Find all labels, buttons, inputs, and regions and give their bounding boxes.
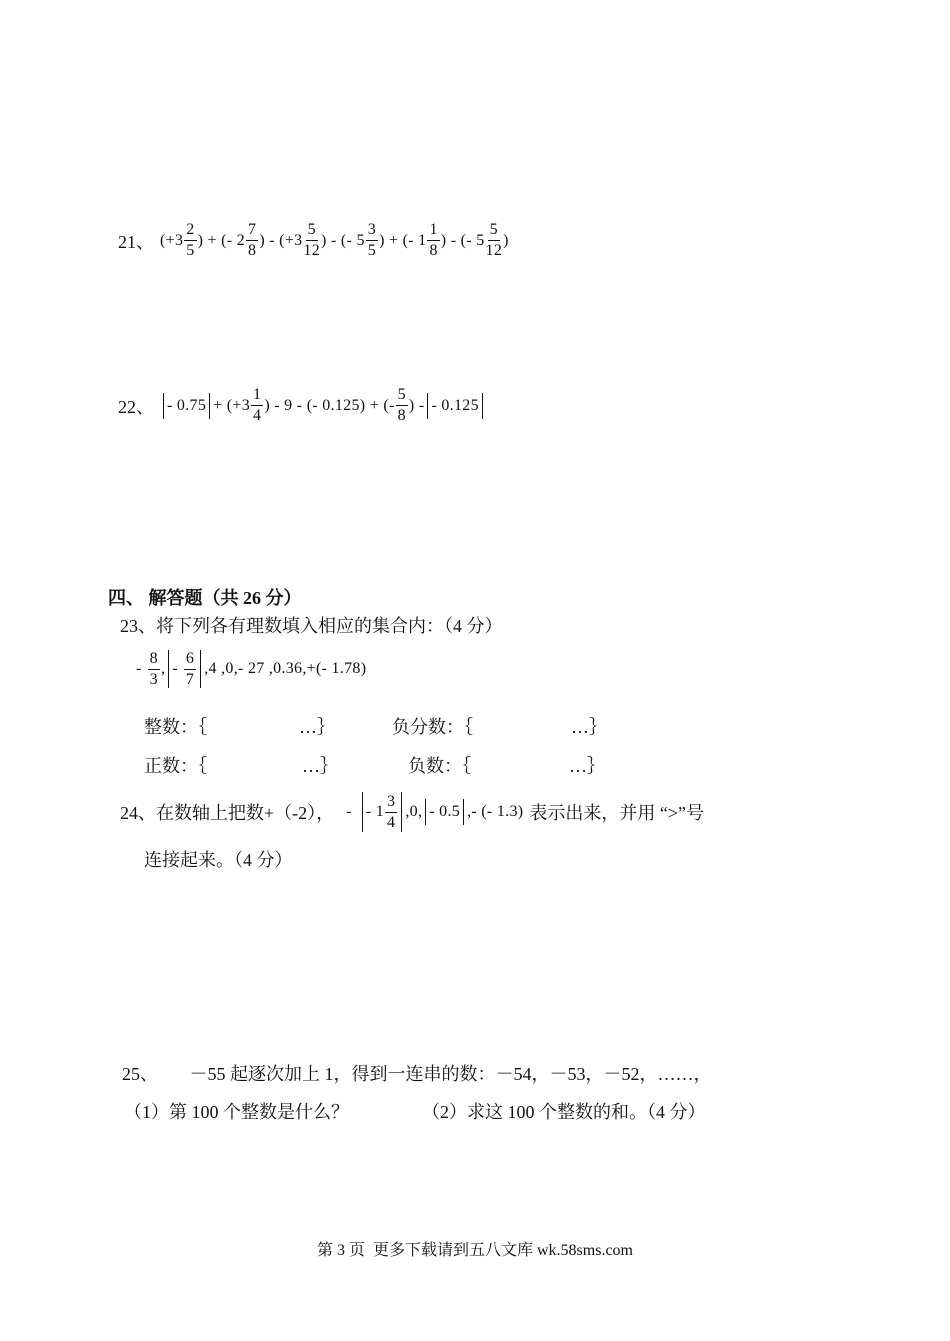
expr-term: ) + (- 1 xyxy=(379,231,427,249)
expr-term: (+3 xyxy=(160,231,184,249)
absolute-value-bar xyxy=(362,792,363,832)
question-21 xyxy=(118,222,509,259)
fraction: $\frac{2}{5}$ xyxy=(186,221,195,259)
absolute-value-bar xyxy=(200,650,201,688)
question-23-numbers: - $\frac{8}{3}$ , - $\frac{6}{7}$ ,4 ,0,- 27 ,0.36,+(- 1.78) xyxy=(136,649,367,688)
absolute-value-bar xyxy=(209,393,210,419)
question-25: 25、 －55 起逐次加上 1，得到一连串的数：－54，－53，－52，……， xyxy=(122,1064,712,1084)
absolute-value-bar xyxy=(463,799,464,825)
fraction: $\frac{6}{7}$ xyxy=(185,649,195,688)
question-23-prompt: 23、将下列各有理数填入相应的集合内：（4 分） xyxy=(120,616,503,636)
set-negative-fraction: 负分数：｛ …｝ xyxy=(392,717,607,737)
question-25-part2: （2）求这 100 个整数的和。（4 分） xyxy=(422,1102,706,1122)
fraction: $\frac{5}{8}$ xyxy=(397,386,406,424)
expr-term: ) + (- 2 xyxy=(197,231,245,249)
absolute-value-bar xyxy=(163,393,164,419)
expr-term: ) - (- 5 xyxy=(440,231,485,249)
page-footer: 第 3 页 更多下载请到五八文库 wk.58sms.com xyxy=(316,1242,633,1259)
absolute-value-bar xyxy=(427,393,428,419)
absolute-value-bar xyxy=(168,650,169,688)
question-25-part1: （1）第 100 个整数是什么？ xyxy=(124,1102,349,1122)
fraction: $\frac{3}{4}$ xyxy=(387,792,396,831)
set-negative: 负数：｛ …｝ xyxy=(408,756,605,776)
absolute-value-bar xyxy=(401,792,402,832)
absolute-value-bar xyxy=(425,799,426,825)
fraction: $\frac{5}{12}$ xyxy=(485,221,503,259)
expr-term: ) - (+3 xyxy=(259,231,303,249)
question-21-label: 21、 xyxy=(118,231,154,252)
fraction: $\frac{8}{3}$ xyxy=(149,649,158,688)
fraction: $\frac{5}{12}$ xyxy=(303,221,321,259)
absolute-value-bar xyxy=(482,393,483,419)
set-positive: 正数：｛ …｝ xyxy=(144,756,338,776)
question-22-expression: - 0.75 + (+3 $\frac{1}{4}$ ) - 9 - (- 0.125) + (- $\frac{5}{8}$ ) - - 0.125 xyxy=(160,387,486,424)
fraction: $\frac{7}{8}$ xyxy=(248,221,257,259)
fraction: $\frac{1}{8}$ xyxy=(429,221,438,259)
section-heading: 四、 解答题（共 26 分） xyxy=(108,588,302,608)
fraction: $\frac{1}{4}$ xyxy=(253,386,262,424)
question-22 xyxy=(118,387,486,424)
fraction: $\frac{3}{5}$ xyxy=(367,221,377,259)
question-21-expression xyxy=(160,222,509,259)
question-22-label: 22、 xyxy=(118,396,154,417)
expr-term: ) xyxy=(503,231,509,249)
question-24: 24、在数轴上把数+（-2）， - - 1 $\frac{3}{4}$ ,0, - 0.5 ,- (- 1.3) 表示出来，并用 “>”号 xyxy=(120,792,705,831)
question-24-line2: 连接起来。（4 分） xyxy=(144,850,293,870)
expr-term: ) - (- 5 xyxy=(321,231,365,249)
set-integer: 整数：｛ …｝ xyxy=(144,717,335,737)
